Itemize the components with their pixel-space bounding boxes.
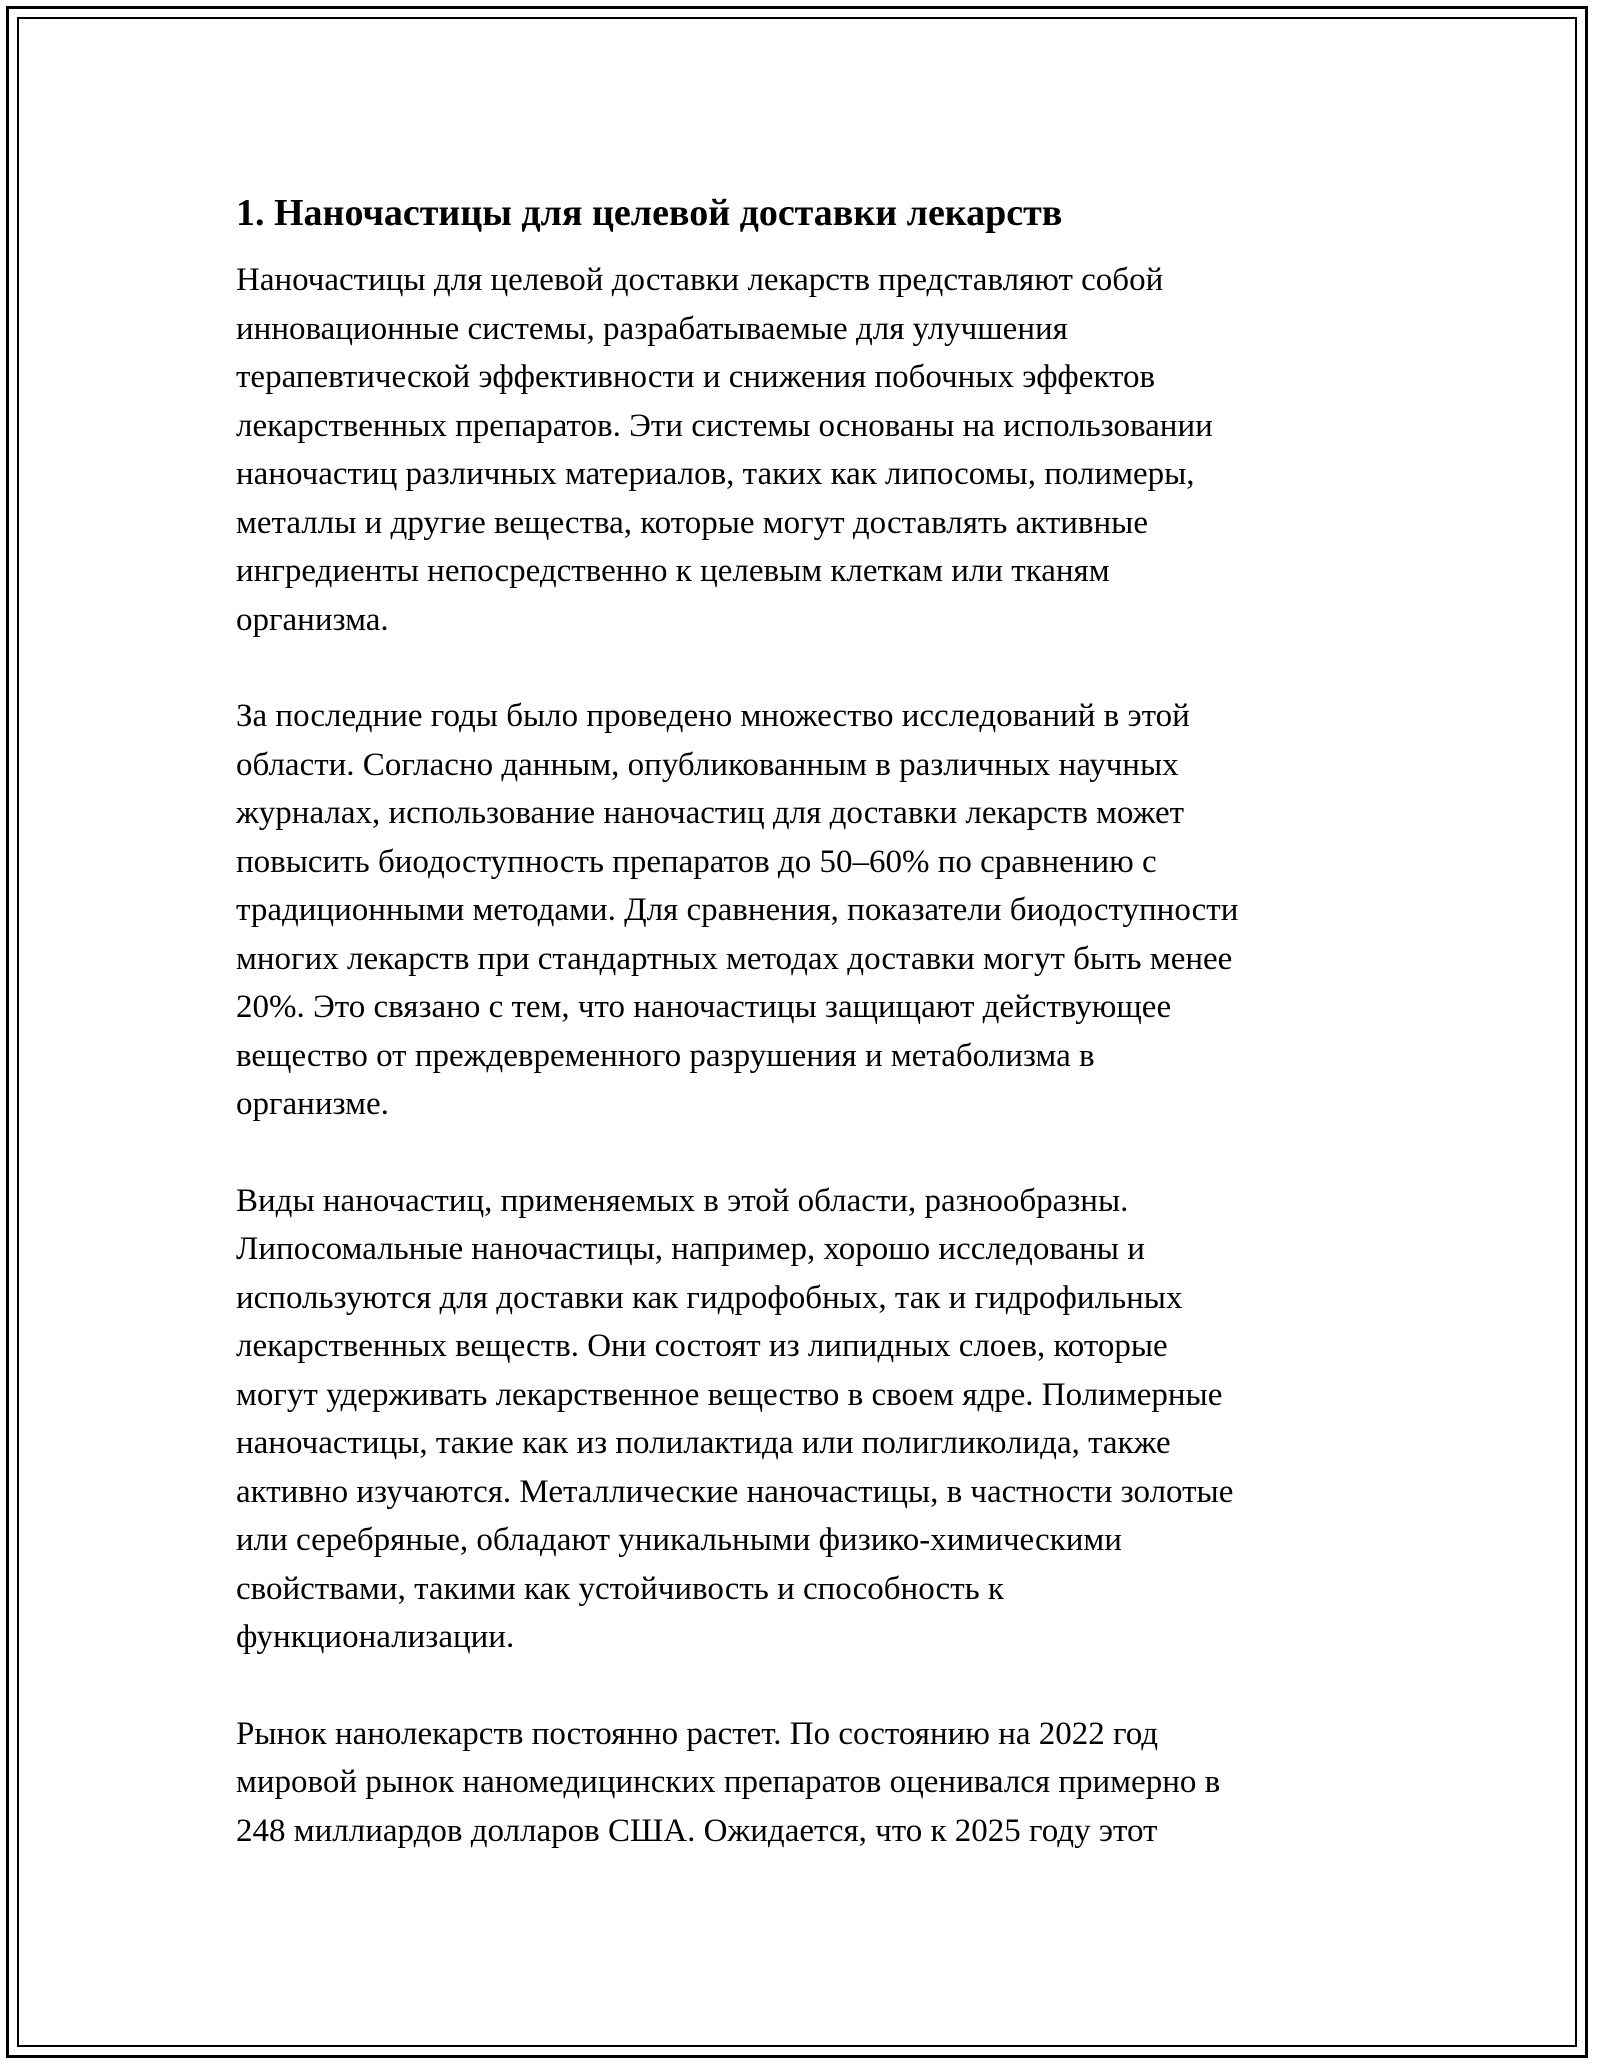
text-line: Липосомальные наночастицы, например, хорошо исследованы и bbox=[236, 1231, 1145, 1267]
text-line: наночастиц различных материалов, таких как липосомы, полимеры, bbox=[236, 456, 1195, 492]
text-line: используются для доставки как гидрофобных, так и гидрофильных bbox=[236, 1279, 1183, 1316]
text-line: организма. bbox=[236, 601, 389, 638]
text-line: лекарственных препаратов. Эти системы основаны на использовании bbox=[236, 407, 1213, 444]
text-line: Виды наночастиц, применяемых в этой области, разнообразны. bbox=[236, 1182, 1129, 1219]
text-line: ингредиенты непосредственно к целевым клеткам или тканям bbox=[236, 553, 1110, 589]
text-line: области. Согласно данным, опубликованным в различных научных bbox=[236, 746, 1179, 783]
text-line: повысить биодоступность препаратов до 50–60% по сравнению с bbox=[236, 843, 1157, 880]
text-line: организме. bbox=[236, 1086, 389, 1122]
text-line: лекарственных веществ. Они состоят из липидных слоев, которые bbox=[236, 1328, 1168, 1364]
paragraph-research bbox=[236, 692, 1366, 1129]
text-line: инновационные системы, разрабатываемые для улучшения bbox=[236, 310, 1068, 347]
section-heading: 1. Наночастицы для целевой доставки лекарств bbox=[236, 192, 1063, 234]
text-line: металлы и другие вещества, которые могут доставлять активные bbox=[236, 504, 1148, 541]
text-line: функционализации. bbox=[236, 1619, 515, 1655]
text-line: мировой рынок наномедицинских препаратов оценивался примерно в bbox=[236, 1764, 1221, 1800]
text-line: могут удерживать лекарственное вещество в своем ядре. Полимерные bbox=[236, 1376, 1223, 1413]
paragraph-types bbox=[236, 1177, 1366, 1662]
text-line: терапевтической эффективности и снижения побочных эффектов bbox=[236, 359, 1156, 395]
text-line: свойствами, такими как устойчивость и способность к bbox=[236, 1570, 1004, 1607]
text-line: вещество от преждевременного разрушения и метаболизма в bbox=[236, 1037, 1095, 1074]
text-line: Рынок нанолекарств постоянно растет. По состоянию на 2022 год bbox=[236, 1715, 1159, 1752]
text-line: или серебряные, обладают уникальными физико-химическими bbox=[236, 1522, 1122, 1558]
text-line: традиционными методами. Для сравнения, показатели биодоступности bbox=[236, 892, 1239, 928]
text-line: журналах, использование наночастиц для доставки лекарств может bbox=[236, 795, 1185, 831]
text-line: За последние годы было проведено множество исследований в этой bbox=[236, 698, 1190, 734]
document-body bbox=[236, 190, 1366, 1903]
text-line: наночастицы, такие как из полилактида или полигликолида, также bbox=[236, 1425, 1171, 1461]
text-line: 248 миллиардов долларов США. Ожидается, что к 2025 году этот bbox=[236, 1812, 1158, 1849]
text-line: активно изучаются. Металлические наночастицы, в частности золотые bbox=[236, 1473, 1234, 1510]
text-line: многих лекарств при стандартных методах доставки могут быть менее bbox=[236, 940, 1233, 977]
text-line: 20%. Это связано с тем, что наночастицы защищают действующее bbox=[236, 989, 1172, 1025]
text-line: Наночастицы для целевой доставки лекарств представляют собой bbox=[236, 262, 1164, 298]
paragraph-market bbox=[236, 1710, 1366, 1856]
paragraph-intro bbox=[236, 256, 1366, 644]
